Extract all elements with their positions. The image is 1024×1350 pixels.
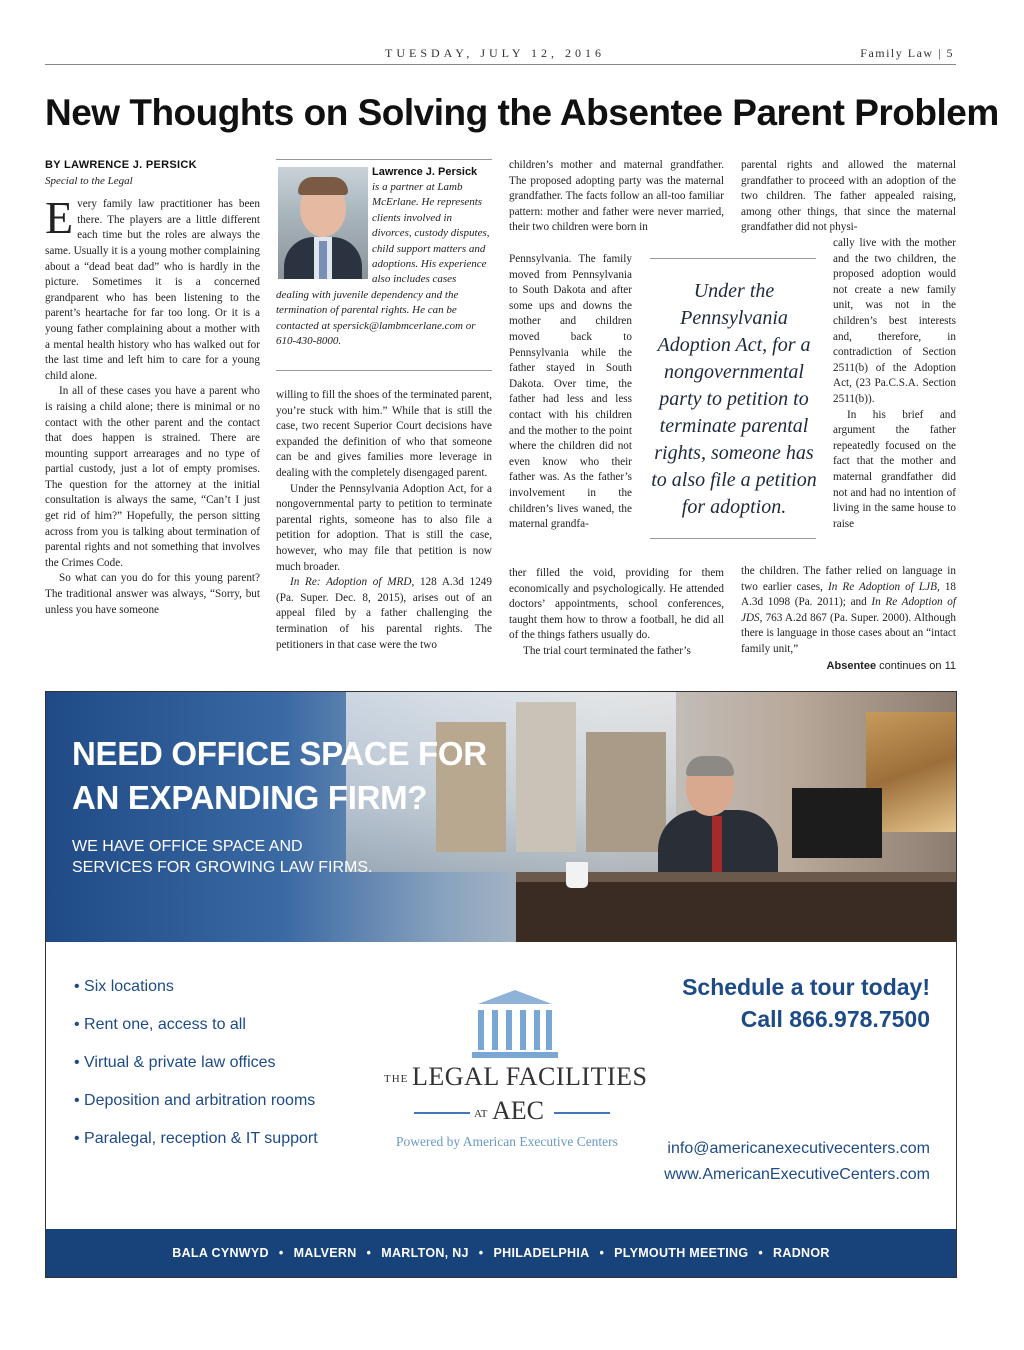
byline: BY LAWRENCE J. PERSICK (45, 159, 197, 171)
byline-affiliation: Special to the Legal (45, 174, 133, 187)
paragraph: ther filled the void, providing for them economically and psychologically. He attended doctors’ appointments, school conferences, taught them how to throw a football, he did all of the things fathers usually do. (509, 567, 724, 642)
article-column-3 (509, 158, 724, 236)
list-item: • Virtual & private law offices (74, 1054, 276, 1071)
article-column-3-bottom (509, 566, 724, 660)
author-name: Lawrence J. Persick (372, 166, 478, 178)
article-column-1 (45, 158, 260, 618)
ad-office-photo (46, 692, 956, 942)
issue-date: TUESDAY, JULY 12, 2016 (385, 46, 606, 60)
ad-headline: NEED OFFICE SPACE FOR AN EXPANDING FIRM? (72, 735, 487, 816)
logo-tagline: Powered by American Executive Centers (396, 1134, 618, 1149)
ad-subheadline: WE HAVE OFFICE SPACE AND SERVICES FOR GROWING LAW FIRMS. (72, 838, 373, 876)
logo-building-icon (478, 990, 552, 1004)
ad-website-link[interactable]: www.AmericanExecutiveCenters.com (664, 1166, 930, 1183)
list-item: • Deposition and arbitration rooms (74, 1092, 316, 1109)
section-page-label: Family Law | 5 (860, 46, 954, 60)
office-space-advertisement: NEED OFFICE SPACE FOR AN EXPANDING FIRM? WE HAVE OFFICE SPACE AND SERVICES FOR GROWING LAW FIRMS. • Six locations • Rent one, access to all • Virtual & private law offices • Deposition and arbitration rooms • Paralegal, reception & IT support THE LEGAL FACILITIES AT AEC Powered by American Executive Centers Schedule a tour today! Call 866.978.7500 info@americanexecutivecenters.com www.AmericanExecutiveCenters.com BALA CYNWYD • MALVERN • MARLTON, NJ • PHILADELPHIA • PLYMOUTH MEETING • RADNOR (45, 691, 957, 1278)
page-header (45, 44, 956, 65)
paragraph: children’s mother and maternal grandfather. The proposed adopting party was the maternal grandfather. The facts follow an all-too familiar pattern: mother and father were never married, their two children were born in (509, 159, 724, 234)
list-item: • Six locations (74, 978, 174, 995)
paragraph: In Re: Adoption of MRD, 128 A.3d 1249 (Pa. Super. Dec. 8, 2015), arises out of an appeal filed by a father challenging the termination of his parental rights. The petitioners in that case were the two (276, 576, 492, 651)
ad-locations-bar: BALA CYNWYD • MALVERN • MARLTON, NJ • PHILADELPHIA • PLYMOUTH MEETING • RADNOR (46, 1229, 956, 1277)
location-label: PLYMOUTH MEETING (614, 1246, 749, 1260)
author-bio-box (276, 159, 492, 371)
paragraph: In all of these cases you have a parent who is raising a child alone; there is minimal or no contact with the other parent and the contact that does happen is strained. There are mounting support arrearages and no type of partial custody, just a lot of empty promises. The question for the attorney at the initial consultation is always the same, “Can’t I just get rid of him?” Hopefully, the person sitting across from you is talking about termination of parental rights and not something that involves the Crimes Code. (45, 385, 260, 569)
article-column-4-bottom (741, 564, 956, 658)
pullquote-rule-top (650, 258, 816, 259)
location-label: MARLTON, NJ (381, 1246, 469, 1260)
location-label: RADNOR (773, 1246, 830, 1260)
article-column-4-narrow (833, 236, 956, 532)
paragraph: Under the Pennsylvania Adoption Act, for a nongovernmental party to petition to terminate parental rights, someone has to also file a petition for adoption. That is still the case, however, who may file that petition is now much broader. (276, 482, 492, 573)
location-label: PHILADELPHIA (493, 1246, 590, 1260)
location-label: MALVERN (293, 1246, 357, 1260)
paragraph: parental rights and allowed the maternal grandfather to proceed with an adoption of the two children. The father appealed raising, among other things, that since the maternal grandfather did not physi- (741, 159, 956, 234)
continuation-note: Absentee continues on 11 (826, 660, 956, 672)
ad-feature-list (74, 978, 318, 1168)
article-column-2 (276, 388, 492, 653)
author-bio-text: is a partner at Lamb McErlane. He represents clients involved in divorces, custody disputes, child support matters and adoptions. His experience also includes cases dealing with juvenile dependency and the termination of parental rights. He can be contacted at spersick@lambmcerlane.com or 610-430-8000. (276, 181, 490, 348)
article-column-3-narrow (509, 252, 632, 533)
paragraph: In his brief and argument the father repeatedly focused on the fact that the mother and maternal grandfather did not and had no intention of living in the same house to raise (833, 408, 956, 530)
paragraph: Pennsylvania. The family moved from Pennsylvania to South Dakota and after some ups and downs the mother and children moved back to Pennsylvania while the father stayed in South Dakota. Over time, the father had less and less contact with his children and the mother to the point where the children did not even know who their father was. As the father’s involvement in the children’s lives waned, the maternal grandfa- (509, 253, 632, 531)
paragraph: The trial court terminated the father’s (523, 644, 691, 657)
list-item: • Paralegal, reception & IT support (74, 1130, 318, 1147)
location-label: BALA CYNWYD (172, 1246, 269, 1260)
drop-cap: E (45, 192, 74, 244)
paragraph: the children. The father relied on language in two earlier cases, In Re Adoption of LJB, 18 A.3d 1098 (Pa. 2011); and In Re Adoption of JDS, 763 A.2d 867 (Pa. Super. 2000). Although there is language in those cases about an “intact family unit,” (741, 565, 957, 655)
pull-quote: Under the Pennsylvania Adoption Act, for a nongovernmental party to petition to terminate parental rights, someone has to also file a petition for adoption. (651, 280, 817, 518)
pullquote-rule-bottom (650, 538, 816, 539)
paragraph: cally live with the mother and the two children, the proposed adoption would not create a new family unit, was not in the children’s best interests and, therefore, in contradiction of Section 2511(b) of the Adoption Act, (23 Pa.C.S.A. Section 2511(b)). (833, 237, 956, 405)
article-column-4 (741, 158, 956, 236)
list-item: • Rent one, access to all (74, 1016, 246, 1033)
ad-phone-number[interactable]: Call 866.978.7500 (740, 1006, 930, 1032)
article-headline: New Thoughts on Solving the Absentee Parent Problem (45, 92, 999, 133)
paragraph: Every family law practitioner has been there. The players are a little different each time but the roles are always the same. Usually it is a young mother complaining about a “dead beat dad” who is hardly in the picture. Sometimes it is a concerned grandparent who has been listening to the parent’s heartache for far too long. Or it is a young father complaining about a mother with a mental health history who has walked out for the last time and left him to care for a young child alone. (45, 192, 260, 382)
paragraph: willing to fill the shoes of the terminated parent, you’re stuck with him.” While that is still the case, two recent Superior Court decisions have expanded the definition of who that someone can be and gives families more leverage in dealing with the completely disengaged parent. (276, 389, 492, 479)
paragraph: So what can you do for this young parent? The traditional answer was always, “Sorry, but unless you have someone (45, 572, 260, 616)
ad-cta-heading: Schedule a tour today! (682, 974, 930, 1000)
ad-email-link[interactable]: info@americanexecutivecenters.com (667, 1140, 930, 1157)
